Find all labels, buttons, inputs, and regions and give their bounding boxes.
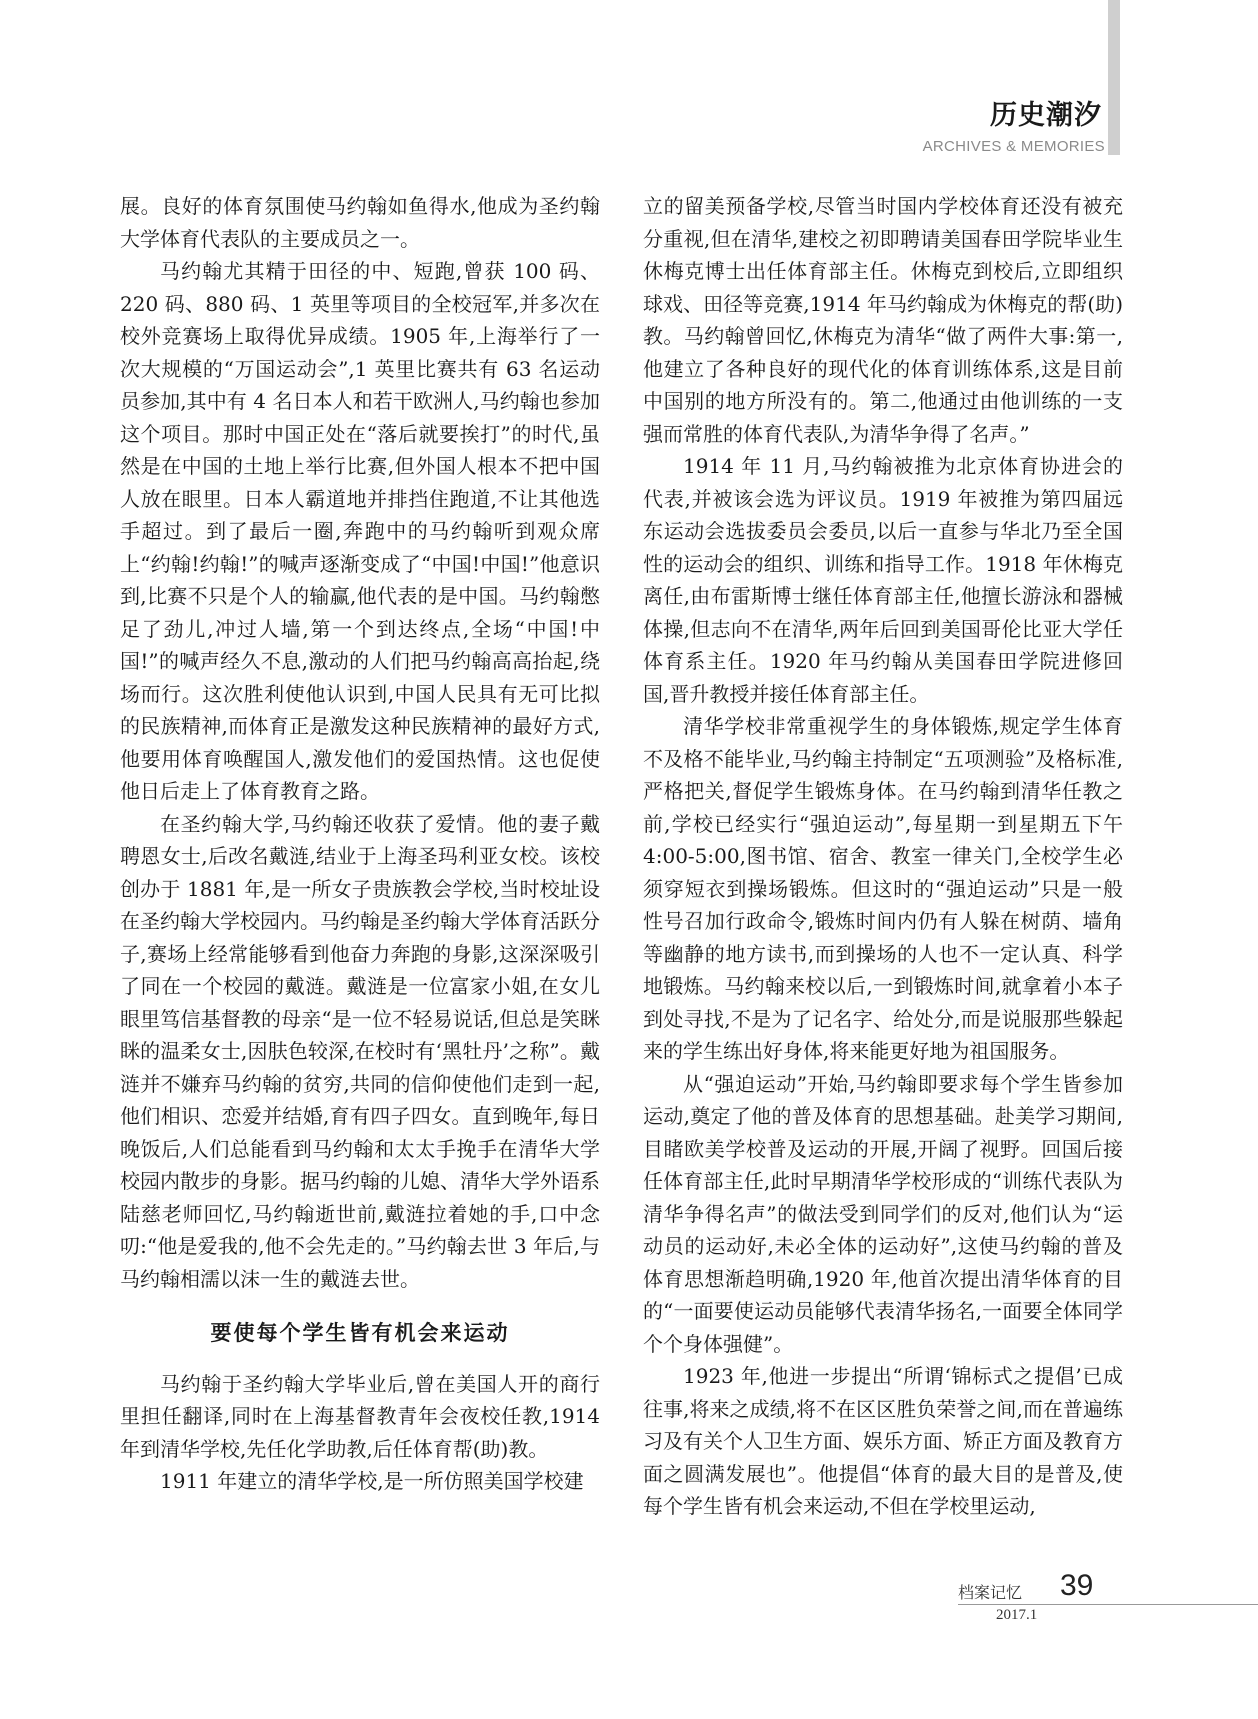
paragraph: 立的留美预备学校,尽管当时国内学校体育还没有被充分重视,但在清华,建校之初即聘请美国春田学院毕业生休梅克博士出任体育部主任。休梅克到校后,立即组织球戏、田径等竞赛,1914 年马约翰成为休梅克的帮(助)教。马约翰曾回忆,休梅克为清华“做了两件大事:第一,他建立了各种良好的现代化的体育训练体系,这是目前中国别的地方所没有的。第二,他通过由他训练的一支强而常胜的体育代表队,为清华争得了名声。” (643, 194, 1123, 446)
section-heading: 要使每个学生皆有机会来运动 (210, 1321, 510, 1345)
paragraph: 1923 年,他进一步提出“所谓‘锦标式之提倡’已成往事,将来之成绩,将不在区区胜负荣誉之间,而在普遍练习及有关个人卫生方面、娱乐方面、矫正方面及教育方面之圆满发展也”。他提倡“体育的最大目的是普及,使每个学生皆有机会来运动,不但在学校里运动, (643, 1364, 1123, 1518)
paragraph: 在圣约翰大学,马约翰还收获了爱情。他的妻子戴聘恩女士,后改名戴涟,结业于上海圣玛利亚女校。该校创办于 1881 年,是一所女子贵族教会学校,当时校址设在圣约翰大学校园内。马约翰是圣约翰大学体育活跃分子,赛场上经常能够看到他奋力奔跑的身影,这深深吸引了同在一个校园的戴涟。戴涟是一位富家小姐,在女儿眼里笃信基督教的母亲“是一位不轻易说话,但总是笑眯眯的温柔女士,因肤色较深,在校时有‘黑牡丹’之称”。戴涟并不嫌弃马约翰的贫穷,共同的信仰使他们走到一起,他们相识、恋爱并结婚,育有四子四女。直到晚年,每日晚饭后,人们总能看到马约翰和太太手挽手在清华大学校园内散步的身影。据马约翰的儿媳、清华大学外语系陆慈老师回忆,马约翰逝世前,戴涟拉着她的手,口中念叨:“他是爱我的,他不会先走的。”马约翰去世 3 年后,与马约翰相濡以沫一生的戴涟去世。 (120, 811, 600, 1291)
paragraph: 展。良好的体育氛围使马约翰如鱼得水,他成为圣约翰大学体育代表队的主要成员之一。 (120, 194, 600, 251)
magazine-name: 档案记忆 (958, 1583, 1023, 1602)
paragraph: 从“强迫运动”开始,马约翰即要求每个学生皆参加运动,奠定了他的普及体育的思想基础。赴美学习期间,目睹欧美学校普及运动的开展,开阔了视野。回国后接任体育部主任,此时早期清华学校形成的“训练代表队为清华争得名声”的做法受到同学们的反对,他们认为“运动员的运动好,未必全体的运动好”,这使马约翰的普及体育思想渐趋明确,1920 年,他首次提出清华体育的目的“一面要使运动员能够代表清华扬名,一面要全体同学个个身体强健”。 (643, 1071, 1123, 1356)
left-column (120, 190, 600, 1498)
issue-date: 2017.1 (996, 1607, 1038, 1623)
right-column (643, 190, 1123, 1523)
paragraph: 马约翰尤其精于田径的中、短跑,曾获 100 码、220 码、880 码、1 英里等项目的全校冠军,并多次在校外竞赛场上取得优异成绩。1905 年,上海举行了一次大规模的“万国运动会”,1 英里比赛共有 63 名运动员参加,其中有 4 名日本人和若干欧洲人,马约翰也参加这个项目。那时中国正处在“落后就要挨打”的时代,虽然是在中国的土地上举行比赛,但外国人根本不把中国人放在眼里。日本人霸道地并排挡住跑道,不让其他选手超过。到了最后一圈,奔跑中的马约翰听到观众席上“约翰!约翰!”的喊声逐渐变成了“中国!中国!”他意识到,比赛不只是个人的输赢,他代表的是中国。马约翰憋足了劲儿,冲过人墙,第一个到达终点,全场“中国!中国!”的喊声经久不息,激动的人们把马约翰高高抬起,绕场而行。这次胜利使他认识到,中国人民具有无可比拟的民族精神,而体育正是激发这种民族精神的最好方式,他要用体育唤醒国人,激发他们的爱国热情。这也促使他日后走上了体育教育之路。 (120, 259, 600, 803)
section-subtitle: ARCHIVES & MEMORIES (922, 138, 1105, 155)
paragraph: 清华学校非常重视学生的身体锻炼,规定学生体育不及格不能毕业,马约翰主持制定“五项测验”及格标准,严格把关,督促学生锻炼身体。在马约翰到清华任教之前,学校已经实行“强迫运动”,每星期一到星期五下午 4:00-5:00,图书馆、宿舍、教室一律关门,全校学生必须穿短衣到操场锻炼。但这时的“强迫运动”只是一般性号召加行政命令,锻炼时间内仍有人躲在树荫、墙角等幽静的地方读书,而到操场的人也不一定认真、科学地锻炼。马约翰来校以后,一到锻炼时间,就拿着小本子到处寻找,不是为了记名字、给处分,而是说服那些躲起来的学生练出好身体,将来能更好地为祖国服务。 (643, 714, 1123, 1063)
paragraph: 马约翰于圣约翰大学毕业后,曾在美国人开的商行里担任翻译,同时在上海基督教青年会夜校任教,1914 年到清华学校,先任化学助教,后任体育帮(助)教。 (120, 1371, 600, 1461)
margin-tab-bar (1108, 0, 1120, 155)
paragraph: 1911 年建立的清华学校,是一所仿照美国学校建 (160, 1469, 584, 1493)
section-title: 历史潮汐 (990, 100, 1102, 131)
page-number: 39 (1060, 1569, 1094, 1602)
footer-divider (958, 1604, 1258, 1605)
paragraph: 1914 年 11 月,马约翰被推为北京体育协进会的代表,并被该会选为评议员。1919 年被推为第四届远东运动会选拔委员会委员,以后一直参与华北乃至全国性的运动会的组织、训练和指导工作。1918 年休梅克离任,由布雷斯博士继任体育部主任,他擅长游泳和器械体操,但志向不在清华,两年后回到美国哥伦比亚大学任体育系主任。1920 年马约翰从美国春田学院进修回国,晋升教授并接任体育部主任。 (643, 454, 1123, 706)
